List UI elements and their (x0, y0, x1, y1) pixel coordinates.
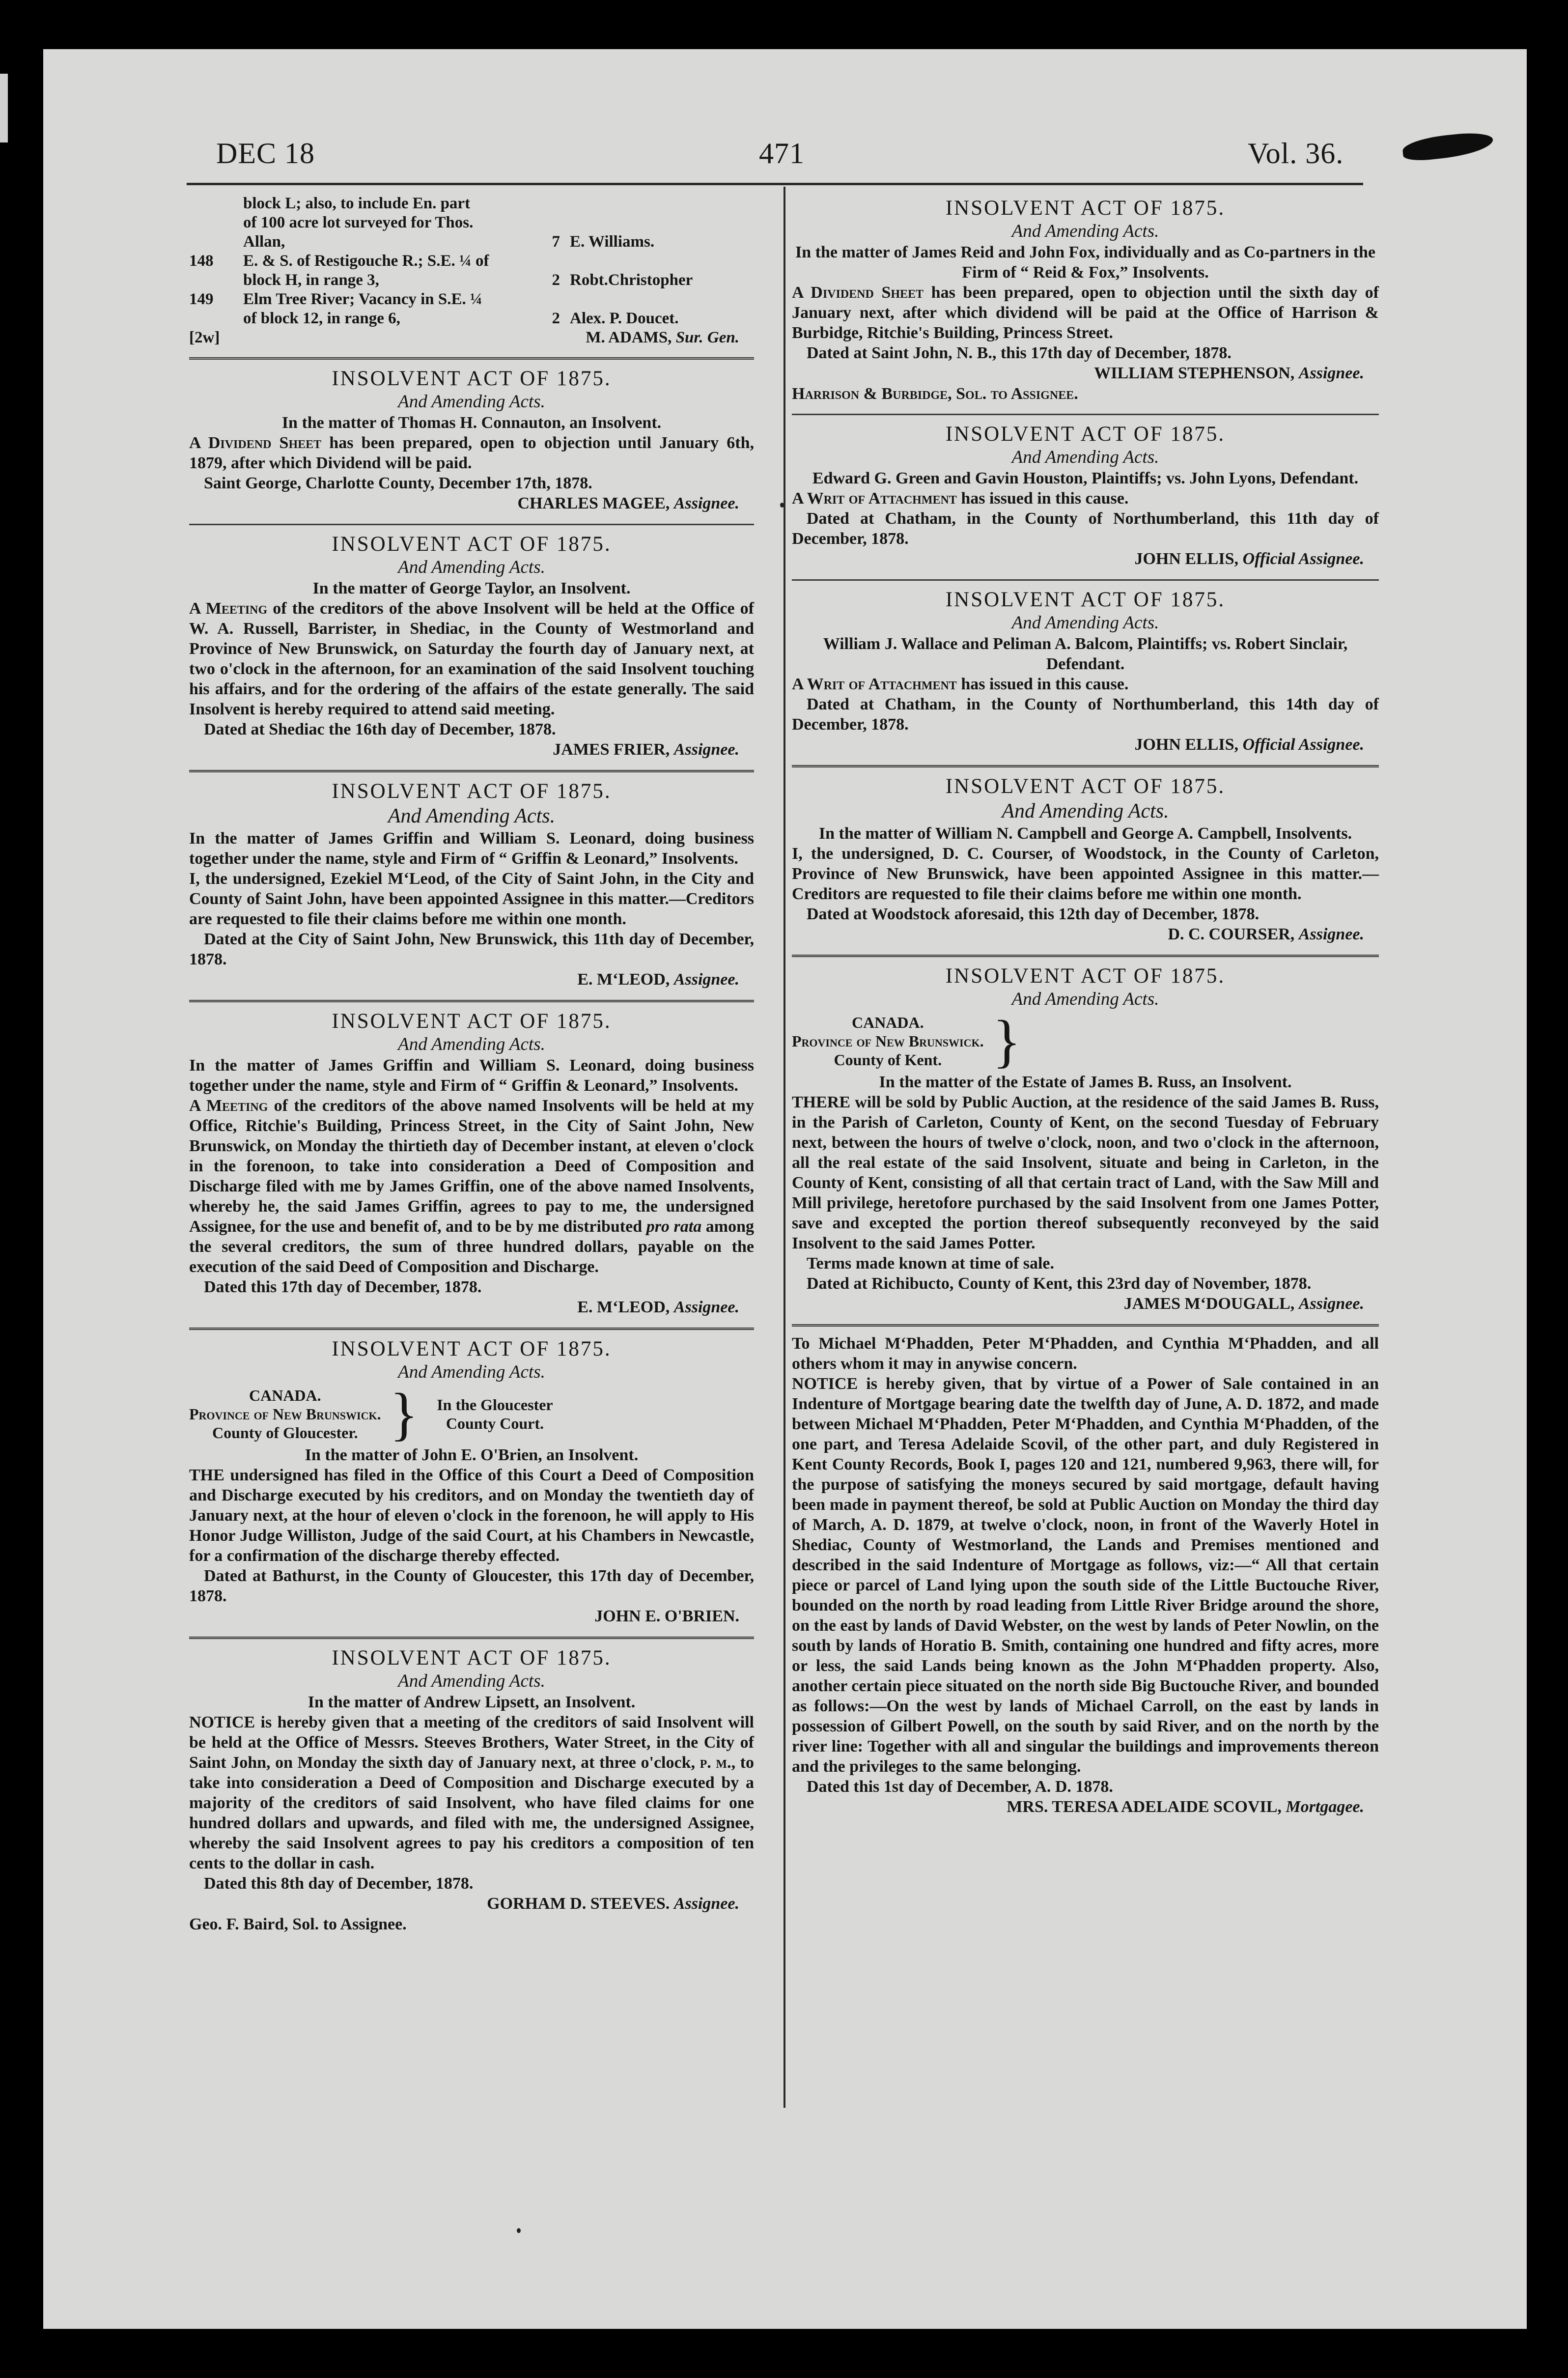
header-rule (187, 183, 1363, 185)
notice-title: INSOLVENT ACT OF 1875. (945, 775, 1226, 798)
signature: WILLIAM STEPHENSON, Assignee. (1094, 364, 1364, 382)
signature: JOHN ELLIS, Official Assignee. (1134, 550, 1364, 568)
notice-rule (189, 1328, 754, 1330)
lot-row: block H, in range 3, 2 Robt.Christopher (243, 271, 693, 289)
header-volume: Vol. 36. (1248, 137, 1344, 170)
notice-subtitle: And Amending Acts. (1011, 447, 1159, 467)
notice-subtitle: And Amending Acts. (398, 1362, 545, 1382)
notice-lipsett: INSOLVENT ACT OF 1875. And Amending Acts. In the matter of Andrew Lipsett, an Insolvent. NOTICE is hereby given that a meeting of the creditors of said Insolvent will be held at the Office of Messrs. Steeves Brothers, Water Street, in the City of Saint John, on Monday the sixth day of January next, at three o'clock, p. m., to take into consideration a Deed of Composition and Discharge executed by a majority of the creditors of said Insolvent, who have filed claims for one hundred dollars and upwards, and filed with me, the undersigned Assignee, whereby the said Insolvent agrees to pay his creditors a composition of ten cents to the dollar in cash. Dated this 8th day of December, 1878. GORHAM D. STEEVES. Assignee. Geo. F. Baird, Sol. to Assignee. (189, 1646, 755, 1933)
film-edge-tab (0, 74, 8, 142)
notice-rule (189, 524, 754, 525)
lot-row: of 100 acre lot surveyed for Thos. (243, 214, 474, 231)
notice-subtitle: And Amending Acts. (1011, 989, 1159, 1009)
notice-russ: INSOLVENT ACT OF 1875. And Amending Acts. CANADA. Province of New Brunswick. County of Kent. } In the matter of the Estate of James B. Russ, an Insolvent. THERE will be sold by Public Auction, at the residence of the said James B. Russ, in the Parish of Carleton, County of Kent, on the second Tuesday of February next, between the hours of twelve o'clock, noon, and two o'clock in the afternoon, all the real estate of the said Insolvent, situate and being in Carleton, in the County of Kent, consisting of all that certain tract of Land, with the Saw Mill and Mill privilege, heretofore purchased by the said Insolvent from one James Potter, save and excepted the portion thereof subsequently reconveyed by the said Insolvent to the said James Potter. Terms made known at time of sale. Dated at Richibucto, County of Kent, this 23rd day of November, 1878. JAMES M‘DOUGALL, Assignee. (792, 964, 1379, 1314)
notice-title: INSOLVENT ACT OF 1875. (332, 367, 612, 390)
signature: E. M‘LEOD, Assignee. (577, 1298, 739, 1316)
column-divider (784, 187, 785, 2108)
notice-rule (792, 1324, 1379, 1327)
signature: JOHN ELLIS, Official Assignee. (1134, 736, 1364, 754)
notice-subtitle: And Amending Acts. (398, 1671, 545, 1691)
lot-row: 149 Elm Tree River; Vacancy in S.E. ¼ (189, 290, 482, 308)
notice-subtitle: And Amending Acts. (398, 1034, 545, 1054)
notice-reid-fox: INSOLVENT ACT OF 1875. And Amending Acts. In the matter of James Reid and John Fox, individually and as Co-partners in the Firm of “ Reid & Fox,” Insolvents. A Dividend Sheet has been prepared, open to objection until the sixth day of January next, after which dividend will be paid at the Office of Harrison & Burbidge, Ritchie's Building, Princess Street. Dated at Saint John, N. B., this 17th day of December, 1878. WILLIAM STEPHENSON, Assignee. Harrison & Burbidge, Sol. to Assignee. (792, 197, 1379, 403)
notice-title: INSOLVENT ACT OF 1875. (332, 1010, 612, 1033)
notice-title: INSOLVENT ACT OF 1875. (945, 964, 1226, 988)
right-column (792, 194, 1379, 1817)
notice-griffin-meeting: INSOLVENT ACT OF 1875. And Amending Acts. In the matter of James Griffin and William S. Leonard, doing business together under the name, style and Firm of “ Griffin & Leonard,” Insolvents. A Meeting of the creditors of the above named Insolvents will be held at my Office, Ritchie's Building, Princess Street, in the City of Saint John, New Brunswick, on Monday the thirtieth day of December instant, at eleven o'clock in the forenoon, to take into consideration a Deed of Composition and Discharge filed with me by James Griffin, one of the above named Insolvents, whereby he, the said James Griffin, agrees to pay to me, the undersigned Assignee, for the use and benefit of, and to be by me distributed pro rata among the several creditors, the sum of three hundred dollars, payable on the execution of the said Deed of Composition and Discharge. Dated this 17th day of December, 1878. E. M‘LEOD, Assignee. (189, 1009, 754, 1318)
lot-row: block L; also, to include En. part (243, 195, 471, 212)
signature: JAMES FRIER, Assignee. (553, 740, 739, 759)
notice-griffin-assignee: INSOLVENT ACT OF 1875. And Amending Acts. In the matter of James Griffin and William S. Leonard, doing business together under the name, style and Firm of “ Griffin & Leonard,” Insolvents. I, the undersigned, Ezekiel M‘Leod, of the City of Saint John, in the City and County of Saint John, have been appointed Assignee in this matter.—Creditors are requested to file their claims before me within one month. Dated at the City of Saint John, New Brunswick, this 11th day of December, 1878. E. M‘LEOD, Assignee. (189, 779, 754, 990)
notice-rule (189, 770, 754, 772)
notice-title: INSOLVENT ACT OF 1875. (945, 197, 1226, 220)
notice-rule (189, 357, 754, 360)
brace-glyph: } (992, 1008, 1021, 1074)
header-page-number: 471 (759, 137, 805, 170)
notice-title: INSOLVENT ACT OF 1875. (945, 423, 1226, 446)
notice-rule (189, 1000, 754, 1002)
notice-title: INSOLVENT ACT OF 1875. (945, 588, 1226, 611)
notice-title: INSOLVENT ACT OF 1875. (332, 780, 612, 803)
signature: E. M‘LEOD, Assignee. (577, 970, 739, 989)
notice-subtitle: And Amending Acts. (1011, 613, 1159, 633)
notice-obrien: INSOLVENT ACT OF 1875. And Amending Acts. CANADA. Province of New Brunswick. County of Gloucester. } In the Gloucester County Court. In the matter of John E. O'Brien, an Insolvent. THE undersigned has filed in the Office of this Court a Deed of Composition and Discharge executed by his creditors, and on Monday the twentieth day of January next, at the hour of eleven o'clock in the forenoon, he will apply to His Honor Judge Williston, Judge of the said Court, at his Chambers in Newcastle, for a confirmation of the discharge thereby effected. Dated at Bathurst, in the County of Gloucester, this 17th day of December, 1878. JOHN E. O'BRIEN. (189, 1337, 754, 1627)
jurisdiction-brace: CANADA. Province of New Brunswick. County of Kent. } (792, 1008, 1021, 1074)
notice-title: INSOLVENT ACT OF 1875. (332, 533, 612, 556)
notice-green-houston: INSOLVENT ACT OF 1875. And Amending Acts. Edward G. Green and Gavin Houston, Plaintiffs; vs. John Lyons, Defendant. A Writ of Attachment has issued in this cause. Dated at Chatham, in the County of Northumberland, this 11th day of December, 1878. JOHN ELLIS, Official Assignee. (792, 422, 1379, 569)
lot-signature-line: [2w] M. ADAMS, Sur. Gen. (189, 329, 739, 346)
notice-subtitle: And Amending Acts. (1002, 800, 1169, 822)
signature: JOHN E. O'BRIEN. (594, 1607, 739, 1625)
notice-campbell: INSOLVENT ACT OF 1875. And Amending Acts. In the matter of William N. Campbell and George A. Campbell, Insolvents. I, the undersigned, D. C. Courser, of Woodstock, in the County of Carleton, Province of New Brunswick, have been appointed Assignee in this matter.—Creditors are requested to file their claims before me within one month. Dated at Woodstock aforesaid, this 12th day of December, 1878. D. C. COURSER, Assignee. (792, 774, 1379, 945)
notice-subtitle: And Amending Acts. (1011, 221, 1159, 241)
notice-rule (792, 955, 1379, 957)
brace-glyph: } (390, 1381, 419, 1446)
notice-title: INSOLVENT ACT OF 1875. (332, 1646, 612, 1670)
signature: CHARLES MAGEE, Assignee. (517, 494, 739, 512)
crown-lands-list (189, 194, 754, 347)
print-speck (517, 2228, 521, 2233)
notice-subtitle: And Amending Acts. (398, 392, 545, 412)
notice-rule (792, 765, 1379, 767)
notice-taylor: INSOLVENT ACT OF 1875. And Amending Acts. In the matter of George Taylor, an Insolvent. A Meeting of the creditors of the above Insolvent will be held at the Office of W. A. Russell, Barrister, in Shediac, in the County of Westmorland and Province of New Brunswick, on Saturday the fourth day of January next, at two o'clock in the afternoon, for an examination of the said Insolvent touching his affairs, and for the ordering of the affairs of the estate generally. The said Insolvent is hereby required to attend said meeting. Dated at Shediac the 16th day of December, 1878. JAMES FRIER, Assignee. (189, 532, 754, 760)
lot-row: Allan, 7 E. Williams. (243, 233, 655, 251)
notice-rule (189, 1637, 754, 1639)
print-speck (780, 503, 784, 508)
left-column (189, 194, 754, 1934)
notice-mortgage-sale: To Michael M‘Phadden, Peter M‘Phadden, and Cynthia M‘Phadden, and all others whom it may in anywise concern. NOTICE is hereby given, that by virtue of a Power of Sale contained in an Indenture of Mortgage bearing date the twelfth day of June, A. D. 1872, and made between Michael M‘Phadden, Peter M‘Phadden, and Cynthia M‘Phadden, of the one part, and Teresa Adelaide Scovil, of the other part, and duly Registered in Kent County Records, Book I, pages 120 and 121, numbered 9,963, there will, for the purpose of satisfying the moneys secured by said mortgage, default having been made in payment thereof, be sold at Public Auction on Monday the third day of March, A. D. 1879, at twelve o'clock, noon, in front of the Waverly Hotel in Shediac, County of Westmorland, the Lands and Premises mentioned and described in the said Indenture of Mortgage as follows, viz:—“ All that certain piece or parcel of Land lying upon the south side of the Little Buctouche River, bounded on the north by road leading from Little River Bridge around the shore, on the east by lands of David Webster, on the west by lands of Peter Nowlin, on the south by lands of Horatio B. Smith, containing one hundred and fifty acres, more or less, the said Lands being known as the John M‘Phadden property. Also, another certain piece situated on the north side Big Buctouche River, and bounded as follows:—On the west by lands of Michael Carroll, on the east by lands in possession of Gilbert Powell, on the south by said River, and on the north by the river line: Together with all and singular the buildings and improvements thereon and the privileges to the same belonging. Dated this 1st day of December, A. D. 1878. MRS. TERESA ADELAIDE SCOVIL, Mortgagee. (792, 1333, 1379, 1817)
notice-rule (792, 414, 1379, 415)
notice-rule (792, 579, 1379, 581)
signature: JAMES M‘DOUGALL, Assignee. (1123, 1295, 1364, 1313)
lot-row: of block 12, in range 6, 2 Alex. P. Doucet. (243, 310, 679, 327)
jurisdiction-brace: CANADA. Province of New Brunswick. County of Gloucester. } In the Gloucester County Court. (189, 1381, 553, 1446)
notice-connauton: INSOLVENT ACT OF 1875. And Amending Acts. In the matter of Thomas H. Connauton, an Insolvent. A Dividend Sheet has been prepared, open to objection until January 6th, 1879, after which Dividend will be paid. Saint George, Charlotte County, December 17th, 1878. CHARLES MAGEE, Assignee. (189, 367, 754, 514)
notice-subtitle: And Amending Acts. (398, 557, 545, 577)
lot-row: 148 E. & S. of Restigouche R.; S.E. ¼ of (189, 252, 489, 270)
header-date: DEC 18 (216, 137, 315, 170)
signature: MRS. TERESA ADELAIDE SCOVIL, Mortgagee. (1007, 1798, 1364, 1816)
notice-title: INSOLVENT ACT OF 1875. (332, 1337, 612, 1360)
signature: D. C. COURSER, Assignee. (1168, 925, 1364, 943)
signature: GORHAM D. STEEVES. Assignee. (487, 1895, 739, 1913)
notice-wallace-balcom: INSOLVENT ACT OF 1875. And Amending Acts. William J. Wallace and Peliman A. Balcom, Plaintiffs; vs. Robert Sinclair, Defendant. A Writ of Attachment has issued in this cause. Dated at Chatham, in the County of Northumberland, this 14th day of December, 1878. JOHN ELLIS, Official Assignee. (792, 588, 1379, 755)
notice-subtitle: And Amending Acts. (388, 805, 556, 827)
